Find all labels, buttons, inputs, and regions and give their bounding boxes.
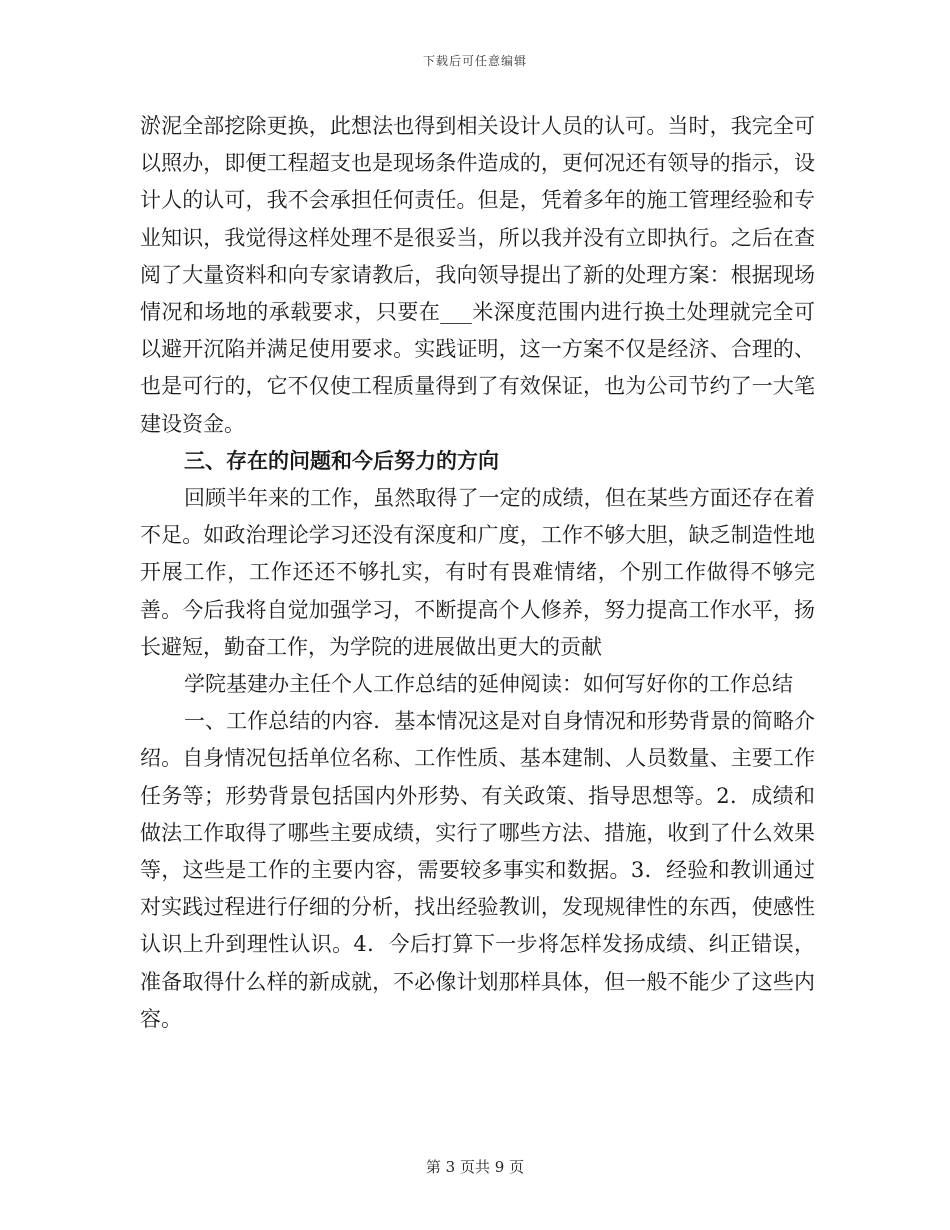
paragraph-summary-content: 一、工作总结的内容．基本情况这是对自身情况和形势背景的简略介绍。自身情况包括单位名称、工作性质、基本建制、人员数量、主要工作任务等；形势背景包括国内外形势、有关政策、指导思想等。2．成绩和做法工作取得了哪些主要成绩，实行了哪些方法、措施，收到了什么效果等，这些是工作的主要内容，需要较多事实和数据。3．经验和教训通过对实践过程进行仔细的分析，找出经验教训，发现规律性的东西，使感性认识上升到理性认识。4．今后打算下一步将怎样发扬成绩、纠正错误，准备取得什么样的新成就，不必像计划那样具体，但一般不能少了这些内容。 — [140, 709, 815, 1031]
paragraph-continuation: 淤泥全部挖除更换，此想法也得到相关设计人员的认可。当时，我完全可以照办，即便工程超支也是现场条件造成的，更何况还有领导的指示，设计人的认可，我不会承担任何责任。但是，凭着多年的施工管理经验和专业知识，我觉得这样处理不是很妥当，所以我并没有立即执行。之后在查阅了大量资料和向专家请教后，我向领导提出了新的处理方案：根据现场情况和场地的承载要求，只要在___米深度范围内进行换土处理就完全可以避开沉陷并满足使用要求。实践证明，这一方案不仅是经济、合理的、也是可行的，它不仅使工程质量得到了有效保证，也为公司节约了一大笔建设资金。 — [140, 114, 815, 436]
document-body — [140, 108, 815, 1038]
page-header: 下载后可任意编辑 — [422, 54, 527, 68]
paragraph-extended-reading: 学院基建办主任个人工作总结的延伸阅读：如何写好你的工作总结 — [184, 672, 793, 697]
paragraph-review: 回顾半年来的工作，虽然取得了一定的成绩，但在某些方面还存在着不足。如政治理论学习还没有深度和广度，工作不够大胆，缺乏制造性地开展工作，工作还还不够扎实，有时有畏难情绪，个别工作做得不够完善。今后我将自觉加强学习，不断提高个人修养，努力提高工作水平，扬长避短，勤奋工作，为学院的进展做出更大的贡献 — [140, 486, 815, 659]
section-heading-3: 三、存在的问题和今后努力的方向 — [184, 448, 499, 473]
page-footer: 第 3 页共 9 页 — [425, 1158, 525, 1176]
